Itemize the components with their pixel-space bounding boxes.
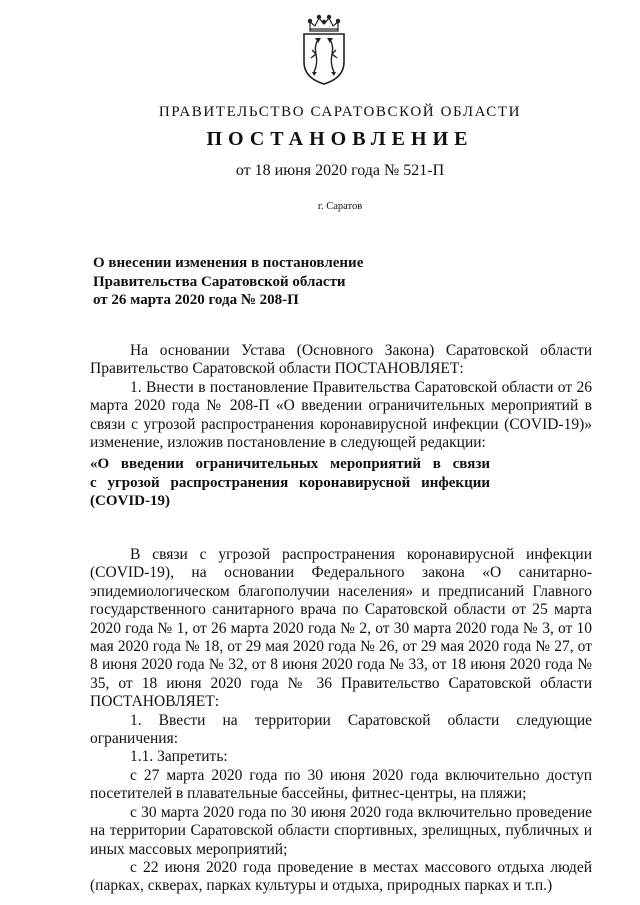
subject-line: от 26 марта 2020 года № 208-П <box>93 292 299 308</box>
document-date-number: от 18 июня 2020 года № 521-П <box>235 162 445 179</box>
body-paragraph: В связи с угрозой распространения коронавирусной инфекции (COVID-19), на основании Федерального закона «О санитарно-эпидемиологическом благополучии населения» и предписаний Главного государственного санитарного врача по Саратовской области от 25 марта 2020 года № 1, от 26 марта 2020 года № 2, от 30 марта 2020 года № 3, от 10 мая 2020 года № 18, от 29 мая 2020 года № 26, от 29 мая 2020 года № 27, от 8 июня 2020 года № 32, от 8 июня 2020 года № 33, от 18 июня 2020 года № 35, от 18 июня 2020 года № 36 Правительство Саратовской области ПОСТАНОВЛЯЕТ: <box>90 546 592 711</box>
saratov-coat-of-arms-icon <box>298 14 350 86</box>
government-name: ПРАВИТЕЛЬСТВО САРАТОВСКОЙ ОБЛАСТИ <box>158 104 522 120</box>
preamble <box>90 342 592 452</box>
preamble-paragraph: 1. Внести в постановление Правительства Саратовской области от 26 марта 2020 года № 208-П «О введении ограничительных мероприятий в связи с угрозой распространения коронавирусной инфекции (COVID-19)» изменение, изложив постановление в следующей редакции: <box>90 378 592 452</box>
quote-title-line: «О введении ограничительных мероприятий в связи <box>90 456 490 472</box>
subject-line: О внесении изменения в постановление <box>93 255 364 271</box>
body-paragraph: 1. Ввести на территории Саратовской области следующие ограничения: <box>90 711 592 748</box>
subject-line: Правительства Саратовской области <box>93 273 346 290</box>
body-paragraph: с 27 марта 2020 года по 30 июня 2020 года включительно доступ посетителей в плавательные бассейны, фитнес-центры, на пляжи; <box>90 766 592 803</box>
quoted-resolution-title <box>90 455 490 511</box>
body-paragraph: 1.1. Запретить: <box>130 748 228 766</box>
document-city: г. Саратов <box>317 201 363 212</box>
quote-title-line: с угрозой распространения коронавирусной инфекции <box>90 474 490 491</box>
document-subject <box>93 254 393 310</box>
quote-title-line: (COVID-19) <box>90 493 170 509</box>
body-paragraph: с 30 марта 2020 года по 30 июня 2020 года включительно проведение на территории Саратовской области спортивных, зрелищных, публичных и иных массовых мероприятий; <box>90 803 592 858</box>
preamble-paragraph: На основании Устава (Основного Закона) Саратовской области Правительство Саратовской области ПОСТАНОВЛЯЕТ: <box>90 342 592 378</box>
document-type: ПОСТАНОВЛЕНИЕ <box>206 128 474 150</box>
main-body <box>90 546 592 896</box>
body-paragraph: с 22 июня 2020 года проведение в местах массового отдыха людей (парках, скверах, парках культуры и отдыха, природных парках и т.п.) <box>90 858 592 895</box>
